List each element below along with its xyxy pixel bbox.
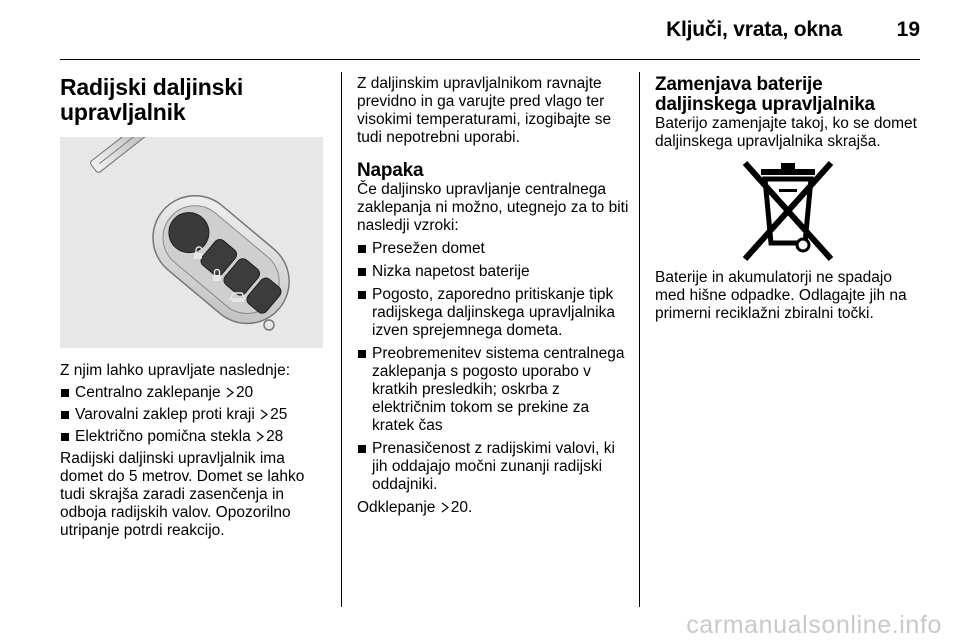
- list-item: Nizka napetost baterije: [357, 263, 629, 281]
- remote-key-figure: [60, 137, 323, 348]
- page-header: [60, 0, 920, 62]
- intro-text: Z njim lahko upravljate naslednje:: [60, 362, 291, 379]
- unlock-ref: Odklepanje 20.: [357, 499, 473, 516]
- remote-key-illustration: [60, 137, 323, 348]
- crossed-bin-icon: [733, 159, 843, 267]
- page-number: 19: [896, 18, 920, 41]
- section-heading-fault: Napaka: [357, 160, 424, 181]
- list-item: Varovalni zaklep proti kraji 25: [60, 406, 328, 424]
- fault-text: Če daljinsko upravljanje centralnega zaklepanja ni možno, utegnejo za to biti nasledji vzroki:: [357, 181, 629, 234]
- column-divider-2: [639, 72, 640, 607]
- watermark: carmanualsonline.info: [686, 611, 942, 639]
- page-ref-icon: [256, 431, 264, 442]
- section-heading-battery: Zamenjava baterije daljinskega upravljalnika: [655, 74, 875, 115]
- column-3: [655, 75, 925, 323]
- list-item: Presežen domet: [357, 240, 629, 258]
- column-divider-1: [341, 72, 342, 607]
- weee-symbol-area: [655, 151, 925, 269]
- list-item: Pogosto, zaporedno pritiskanje tipk radijskega daljinskega upravljalnika izven sprejemnega dometa.: [357, 286, 629, 340]
- page-ref-icon: [441, 502, 449, 513]
- page-ref-icon: [226, 387, 234, 398]
- range-paragraph: Radijski daljinski upravljalnik ima domet do 5 metrov. Domet se lahko tudi skrajša zaradi zasenčenja in odboja radijskih valov. Opozorilno utripanje potrdi reakcijo.: [60, 450, 305, 539]
- care-text: Z daljinskim upravljalnikom ravnajte previdno in ga varujte pred vlago ter visokimi temperaturami, izogibajte se tudi nepotrebni uporabi.: [357, 75, 612, 146]
- list-item: Prenasičenost z radijskimi valovi, ki jih oddajajo močni zunanji radijski oddajniki.: [357, 440, 629, 494]
- disposal-note: Baterije in akumulatorji ne spadajo med hišne odpadke. Odlagajte jih na primerni reciklažni zbiralni točki.: [655, 269, 907, 322]
- battery-text: Baterijo zamenjajte takoj, ko se domet daljinskega upravljalnika skrajša.: [655, 115, 917, 150]
- header-rule: [60, 59, 920, 60]
- list-item: Preobremenitev sistema centralnega zaklepanja s pogosto uporabo v kratkih presledkih; oskrba z električnim tokom se prekine za kratek čas: [357, 345, 629, 435]
- page-ref-icon: [260, 409, 268, 420]
- list-item: Centralno zaklepanje 20: [60, 384, 328, 402]
- list-item: Električno pomična stekla 28: [60, 428, 328, 446]
- section-heading-remote: Radijski daljinski upravljalnik: [60, 74, 244, 125]
- feature-list: [60, 384, 328, 446]
- cause-list: [357, 240, 629, 494]
- header-title: Ključi, vrata, okna: [666, 18, 842, 41]
- column-2: [357, 75, 629, 517]
- column-1: [60, 75, 328, 540]
